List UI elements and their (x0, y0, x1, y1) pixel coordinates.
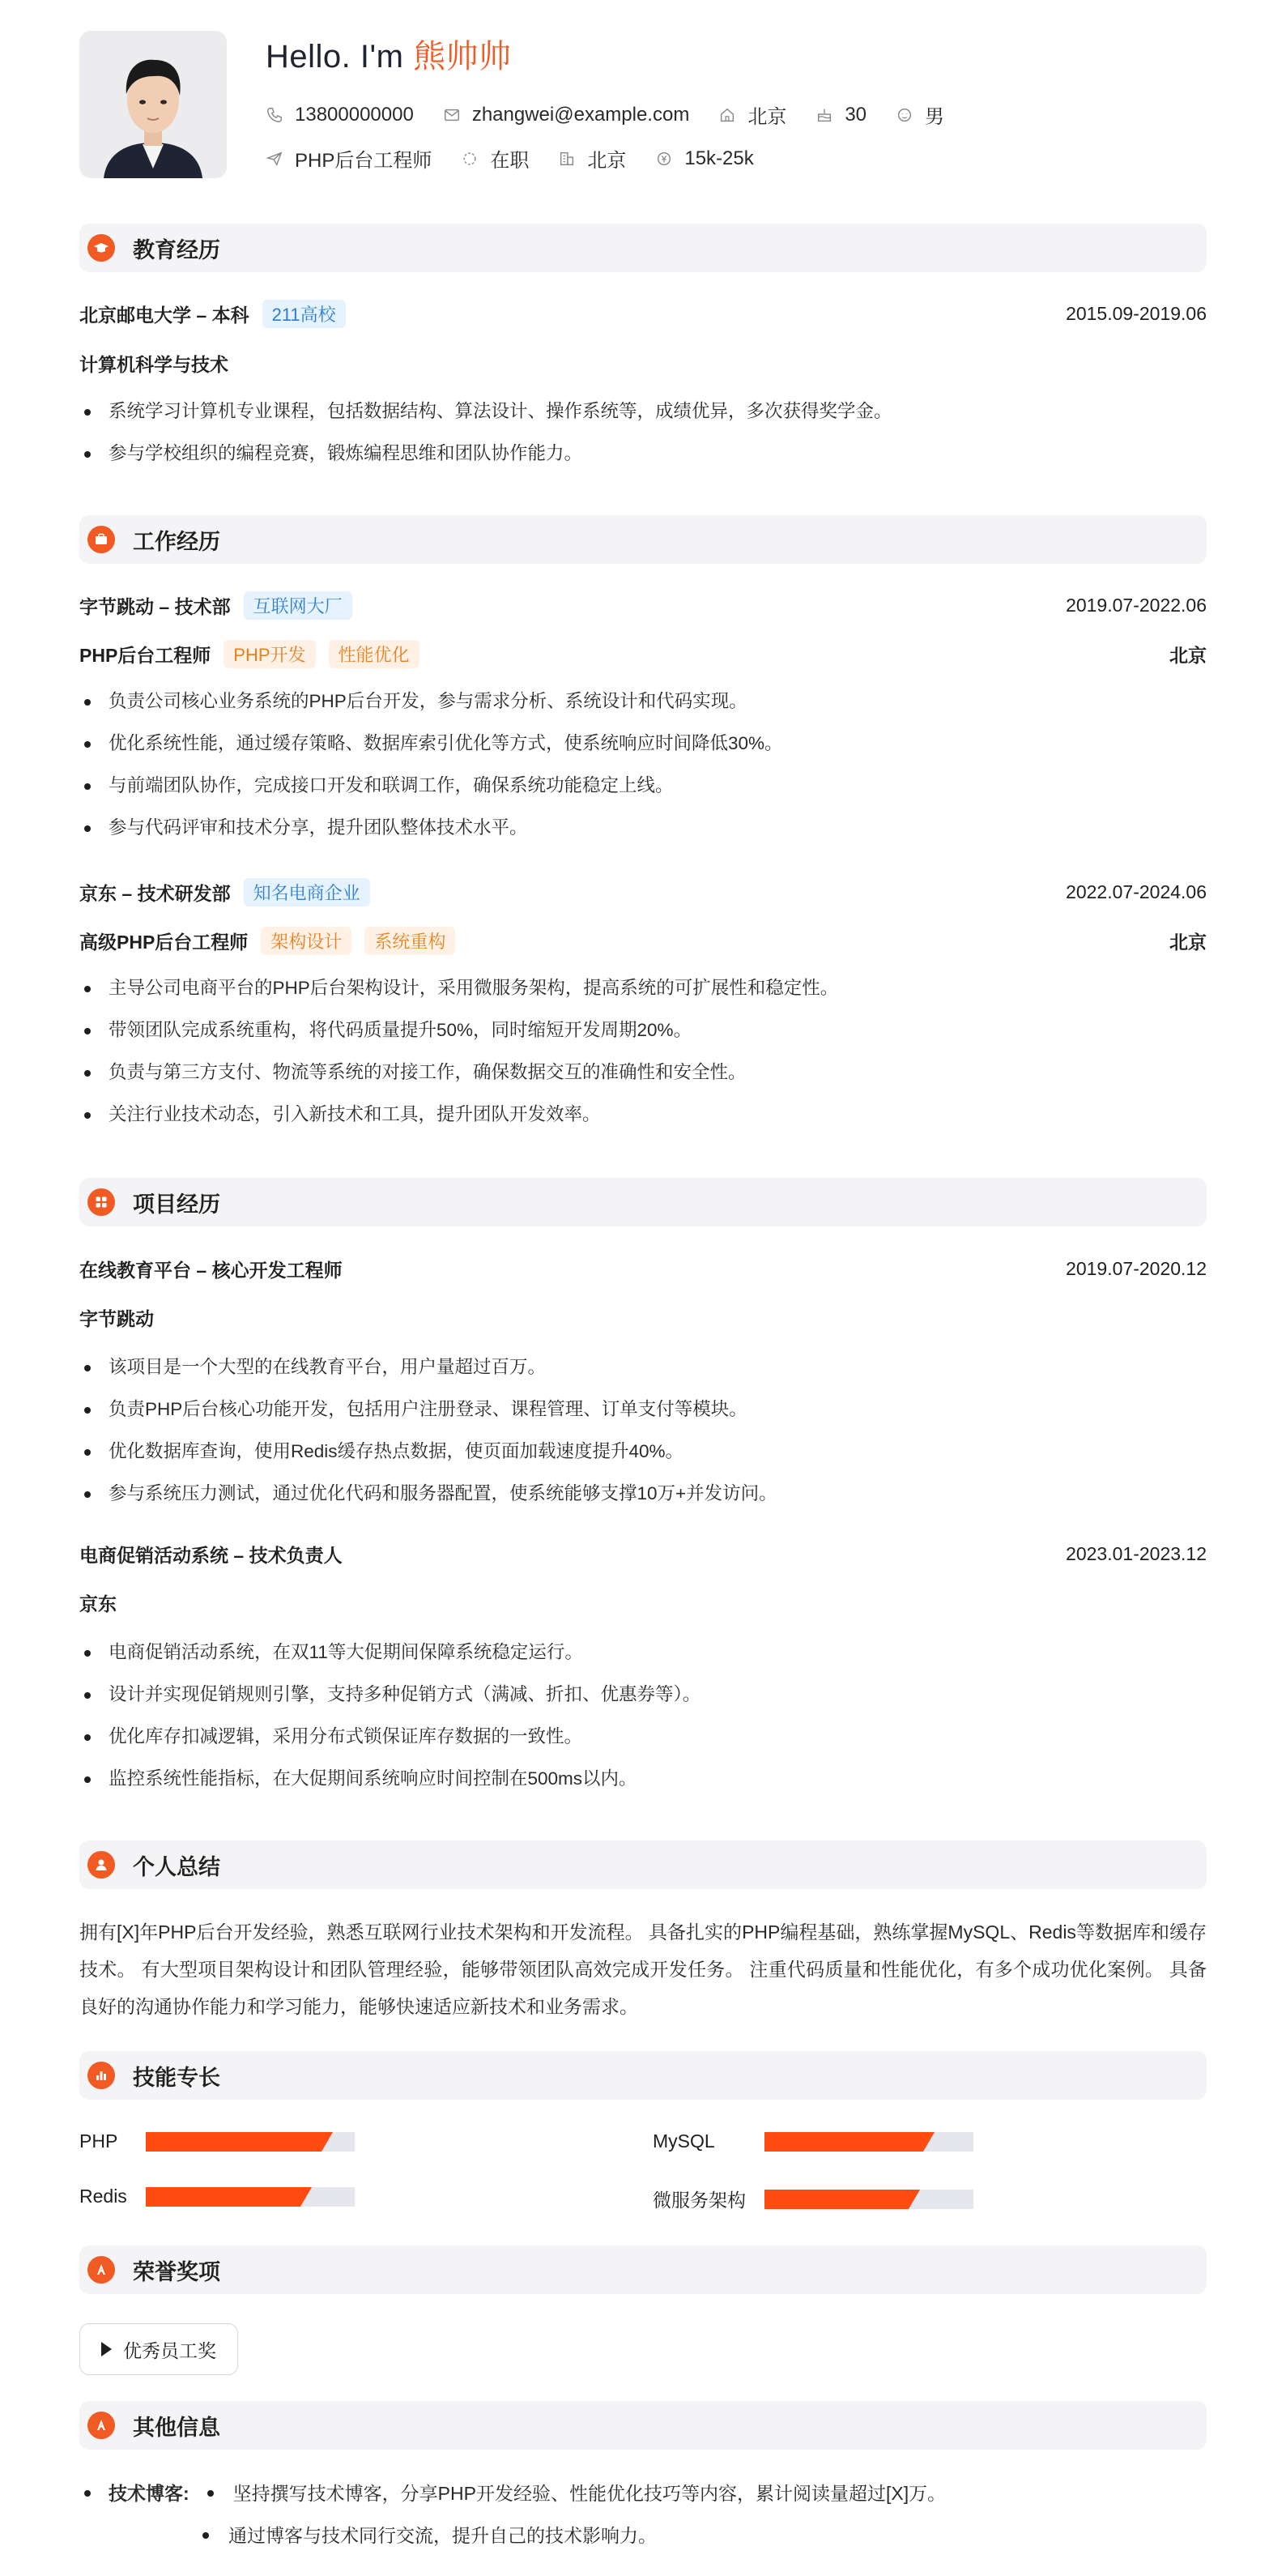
job-city: 北京 (1169, 932, 1207, 953)
skill-bar-fill (146, 2187, 300, 2207)
graduation-cap-icon (87, 234, 115, 262)
skill-name: PHP (79, 2130, 118, 2152)
list-item: 负责公司核心业务系统的PHP后台开发，参与需求分析、系统设计和代码实现。 (79, 680, 1207, 723)
role-tag: 系统重构 (364, 927, 455, 955)
job-company-row (79, 591, 1207, 620)
award-icon (87, 2256, 115, 2284)
project-period: 2019.07-2020.12 (1066, 1258, 1207, 1279)
job-role: PHP后台工程师 (79, 645, 211, 666)
skill-bar (146, 2132, 355, 2152)
other-section-header (79, 2401, 1207, 2450)
salary-value: 15k-25k (684, 147, 754, 169)
summary-text: 拥有[X]年PHP后台开发经验，熟悉互联网行业技术架构和开发流程。 具备扎实的PHP编程基础，熟练掌握MySQL、Redis等数据库和缓存技术。 有大型项目架构设计和团队管理经验，能够带领团队高效完成开发任务。 注重代码质量和性能优化，有多个成功优化案例。 具备良好的沟通协作能力和学习能力，能够快速适应新技术和业务需求。 (79, 1921, 1207, 2017)
bullet-dot (84, 2490, 91, 2497)
summary-section-header (79, 1840, 1207, 1889)
target-city-value: 北京 (587, 150, 627, 172)
job-bullets (79, 680, 1207, 849)
gender-value: 男 (925, 106, 945, 128)
list-item: 关注行业技术动态，引入新技术和工具，提升团队开发效率。 (79, 1094, 1207, 1136)
company-tag: 互联网大厂 (244, 591, 352, 620)
other-line: 通过博客与技术同行交流，提升自己的技术影响力。 (228, 2525, 657, 2546)
education-title: 教育经历 (133, 237, 220, 262)
mail-icon (443, 106, 461, 124)
briefcase-icon (87, 526, 115, 553)
list-item: 该项目是一个大型的在线教育平台，用户量超过百万。 (79, 1346, 1207, 1388)
project-bullets (79, 1631, 1207, 1800)
email-value: zhangwei@example.com (471, 103, 690, 126)
other-label: 技术博客: (109, 2483, 189, 2504)
job-company: 京东 – 技术研发部 (79, 883, 231, 904)
work-title: 工作经历 (133, 529, 220, 554)
list-item: 电商促销活动系统，在双11等大促期间保障系统稳定运行。 (79, 1631, 1207, 1674)
other-info-list (79, 2472, 1207, 2557)
skills-title: 技能专长 (133, 2065, 220, 2090)
cake-icon (815, 106, 833, 124)
list-item: 主导公司电商平台的PHP后台架构设计，采用微服务架构，提高系统的可扩展性和稳定性。 (79, 967, 1207, 1009)
email-item (443, 104, 690, 126)
project-company: 京东 (79, 1593, 117, 1614)
skill-item (79, 2130, 355, 2152)
job-intent-row (266, 144, 783, 173)
education-bullets (79, 390, 1207, 475)
list-item: 参与学校组织的编程竞赛，锻炼编程思维和团队协作能力。 (79, 433, 1207, 475)
list-item (79, 2514, 1207, 2557)
age-value: 30 (845, 103, 867, 126)
skill-bar (764, 2190, 973, 2209)
award-name: 优秀员工奖 (123, 2339, 216, 2361)
phone-icon (266, 106, 283, 124)
education-school-row (79, 300, 1207, 328)
project-period: 2023.01-2023.12 (1066, 1543, 1207, 1564)
bullet-dot (207, 2490, 214, 2497)
job-role-row (79, 640, 1207, 668)
project-bullets (79, 1346, 1207, 1515)
skill-bar (764, 2132, 973, 2152)
projects-section-header (79, 1178, 1207, 1226)
location-item (718, 100, 786, 129)
list-item: 参与系统压力测试，通过优化代码和服务器配置，使系统能够支撑10万+并发访问。 (79, 1473, 1207, 1515)
skill-item (653, 2186, 973, 2212)
position-value: PHP后台工程师 (295, 150, 432, 172)
skill-bar-fill (764, 2132, 923, 2152)
honors-section-header (79, 2245, 1207, 2294)
education-major-row (79, 350, 1207, 377)
job-period: 2019.07-2022.06 (1066, 595, 1207, 616)
job-company: 字节跳动 – 技术部 (79, 596, 231, 617)
skill-bar (146, 2187, 355, 2207)
education-period: 2015.09-2019.06 (1066, 303, 1207, 324)
list-item: 监控系统性能指标，在大促期间系统响应时间控制在500ms以内。 (79, 1758, 1207, 1800)
list-item: 设计并实现促销规则引擎，支持多种促销方式（满减、折扣、优惠券等）。 (79, 1674, 1207, 1716)
project-company-row (79, 1589, 1207, 1616)
phone-value: 13800000000 (295, 103, 414, 126)
major-name: 计算机科学与技术 (79, 354, 228, 375)
skill-bar-fill (764, 2190, 909, 2209)
job-bullets (79, 967, 1207, 1136)
honors-title: 荣誉奖项 (133, 2259, 220, 2284)
work-section-header (79, 515, 1207, 564)
gender-icon (896, 106, 913, 124)
project-company-row (79, 1304, 1207, 1331)
job-city: 北京 (1169, 645, 1207, 666)
greeting-text: Hello. I'm (266, 39, 414, 75)
list-item: 系统学习计算机专业课程，包括数据结构、算法设计、操作系统等，成绩优异，多次获得奖学金。 (79, 390, 1207, 433)
position-item (266, 144, 432, 173)
avatar (79, 31, 227, 178)
skill-bar-fill (146, 2132, 322, 2152)
grid-icon (87, 1188, 115, 1216)
target-city-item (558, 144, 626, 173)
other-title: 其他信息 (133, 2415, 220, 2440)
contact-row (266, 100, 973, 129)
project-name: 电商促销活动系统 – 技术负责人 (79, 1545, 343, 1566)
skill-name: MySQL (653, 2130, 715, 2152)
project-company: 字节跳动 (79, 1308, 154, 1329)
candidate-name: 熊帅帅 (413, 39, 512, 75)
status-item (461, 144, 529, 173)
list-item: 优化库存扣减逻辑，采用分布式锁保证库存数据的一致性。 (79, 1716, 1207, 1758)
project-name-row (79, 1541, 1207, 1567)
job-period: 2022.07-2024.06 (1066, 881, 1207, 902)
summary-title: 个人总结 (133, 1854, 220, 1879)
other-line: 坚持撰写技术博客，分享PHP开发经验、性能优化技巧等内容，累计阅读量超过[X]万。 (232, 2483, 947, 2504)
role-tag: PHP开发 (224, 640, 315, 668)
gender-item (896, 100, 944, 129)
skills-section-header (79, 2051, 1207, 2100)
project-name: 在线教育平台 – 核心开发工程师 (79, 1260, 343, 1281)
school-tag: 211高校 (262, 300, 346, 328)
job-role: 高级PHP后台工程师 (79, 932, 249, 953)
skill-item (79, 2186, 355, 2207)
bullet-dot (202, 2532, 209, 2539)
skill-name: Redis (79, 2186, 127, 2207)
job-role-row (79, 927, 1207, 955)
skill-item (653, 2130, 973, 2152)
building-icon (558, 150, 576, 168)
list-item: 负责与第三方支付、物流等系统的对接工作，确保数据交互的准确性和安全性。 (79, 1051, 1207, 1094)
phone-item (266, 104, 414, 126)
age-item (815, 104, 867, 126)
list-item: 参与代码评审和技术分享，提升团队整体技术水平。 (79, 807, 1207, 849)
role-tag: 架构设计 (261, 927, 351, 955)
list-item: 带领团队完成系统重构，将代码质量提升50%，同时缩短开发周期20%。 (79, 1009, 1207, 1051)
job-company-row (79, 878, 1207, 906)
list-item: 负责PHP后台核心功能开发，包括用户注册登录、课程管理、订单支付等模块。 (79, 1388, 1207, 1431)
list-item: 优化数据库查询，使用Redis缓存热点数据，使页面加载速度提升40%。 (79, 1431, 1207, 1473)
send-icon (266, 150, 283, 168)
home-icon (718, 106, 736, 124)
info-icon (87, 2412, 115, 2439)
list-item: 优化系统性能，通过缓存策略、数据库索引优化等方式，使系统响应时间降低30%。 (79, 723, 1207, 765)
status-value: 在职 (490, 150, 530, 172)
user-icon (87, 1851, 115, 1879)
project-name-row (79, 1256, 1207, 1282)
projects-title: 项目经历 (133, 1192, 220, 1217)
company-tag: 知名电商企业 (244, 878, 370, 906)
school-name: 北京邮电大学 – 本科 (79, 305, 249, 326)
list-item: 与前端团队协作，完成接口开发和联调工作，确保系统功能稳定上线。 (79, 765, 1207, 807)
role-tag: 性能优化 (329, 640, 419, 668)
award-item-button[interactable] (79, 2323, 238, 2375)
location-value: 北京 (747, 106, 787, 128)
salary-item (655, 147, 753, 170)
money-icon (655, 150, 673, 168)
play-icon (101, 2342, 112, 2356)
status-icon (461, 150, 479, 168)
education-section-header (79, 224, 1207, 272)
bar-chart-icon (87, 2062, 115, 2089)
greeting-title (266, 31, 512, 77)
list-item (79, 2472, 1207, 2514)
skill-name: 微服务架构 (653, 2190, 746, 2211)
